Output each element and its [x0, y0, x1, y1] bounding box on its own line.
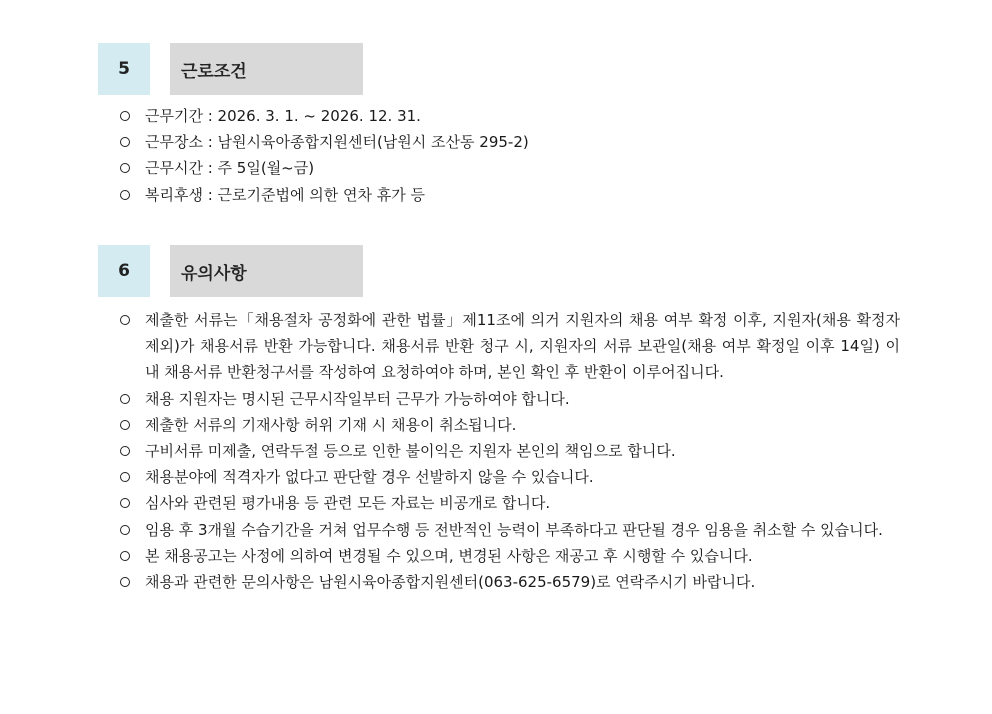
item-text: 제출한 서류의 기재사항 허위 기재 시 채용이 취소됩니다.: [145, 415, 517, 434]
section-number: 6: [98, 245, 150, 297]
item-text: 구비서류 미제출, 연락두절 등으로 인한 불이익은 지원자 본인의 책임으로 합니다.: [145, 442, 676, 461]
item-text: 임용 후 3개월 수습기간을 거쳐 업무수행 등 전반적인 능력이 부족하다고 판단될 경우 임용을 취소할 수 있습니다.: [145, 520, 883, 539]
list-item: [120, 438, 900, 464]
circle-bullet-icon: [120, 577, 130, 587]
section-number: 5: [98, 43, 150, 95]
circle-bullet-icon: [120, 163, 130, 173]
list-item: [120, 464, 900, 490]
item-text: 채용분야에 적격자가 없다고 판단할 경우 선발하지 않을 수 있습니다.: [145, 468, 594, 487]
precaution-list: [120, 307, 900, 595]
list-item: [120, 182, 900, 208]
circle-bullet-icon: [120, 394, 130, 404]
list-item: [120, 517, 900, 543]
item-text: 심사와 관련된 평가내용 등 관련 모든 자료는 비공개로 합니다.: [145, 494, 551, 513]
item-text: 제출한 서류는「채용절차 공정화에 관한 법률」제11조에 의거 지원자의 채용 여부 확정 이후, 지원자(채용 확정자 제외)가 채용서류 반환 가능합니다. 채용서류 반환 청구 시, 지원자의 서류 보관일(채용 여부 확정일 이후 14일) 이내 채용서류 반환청구서를 작성하여 요청하여야 하며, 본인 확인 후 반환이 이루어집니다.: [145, 311, 900, 382]
list-item: [120, 386, 900, 412]
list-item: [120, 155, 900, 181]
circle-bullet-icon: [120, 111, 130, 121]
list-item: [120, 129, 900, 155]
circle-bullet-icon: [120, 498, 130, 508]
list-item: [120, 412, 900, 438]
circle-bullet-icon: [120, 420, 130, 430]
list-item: [120, 490, 900, 516]
item-text: 근무장소 : 남원시육아종합지원센터(남원시 조산동 295-2): [145, 133, 529, 152]
item-text: 근무기간 : 2026. 3. 1. ~ 2026. 12. 31.: [145, 107, 421, 125]
circle-bullet-icon: [120, 315, 130, 325]
section-title: 근로조건: [170, 43, 363, 95]
section-title: 유의사항: [170, 245, 363, 297]
circle-bullet-icon: [120, 137, 130, 147]
list-item: [120, 569, 900, 595]
list-item: [120, 103, 900, 129]
list-item: [120, 543, 900, 569]
item-text: 복리후생 : 근로기준법에 의한 연차 휴가 등: [145, 185, 425, 204]
condition-list: [120, 103, 900, 208]
item-text: 본 채용공고는 사정에 의하여 변경될 수 있으며, 변경된 사항은 재공고 후 시행할 수 있습니다.: [145, 546, 753, 565]
circle-bullet-icon: [120, 472, 130, 482]
circle-bullet-icon: [120, 551, 130, 561]
circle-bullet-icon: [120, 190, 130, 200]
item-text: 근무시간 : 주 5일(월~금): [145, 159, 315, 178]
item-text: 채용 지원자는 명시된 근무시작일부터 근무가 가능하여야 합니다.: [145, 389, 570, 408]
list-item: [120, 307, 900, 386]
circle-bullet-icon: [120, 446, 130, 456]
circle-bullet-icon: [120, 525, 130, 535]
item-text: 채용과 관련한 문의사항은 남원시육아종합지원센터(063-625-6579)로 연락주시기 바랍니다.: [145, 573, 756, 592]
